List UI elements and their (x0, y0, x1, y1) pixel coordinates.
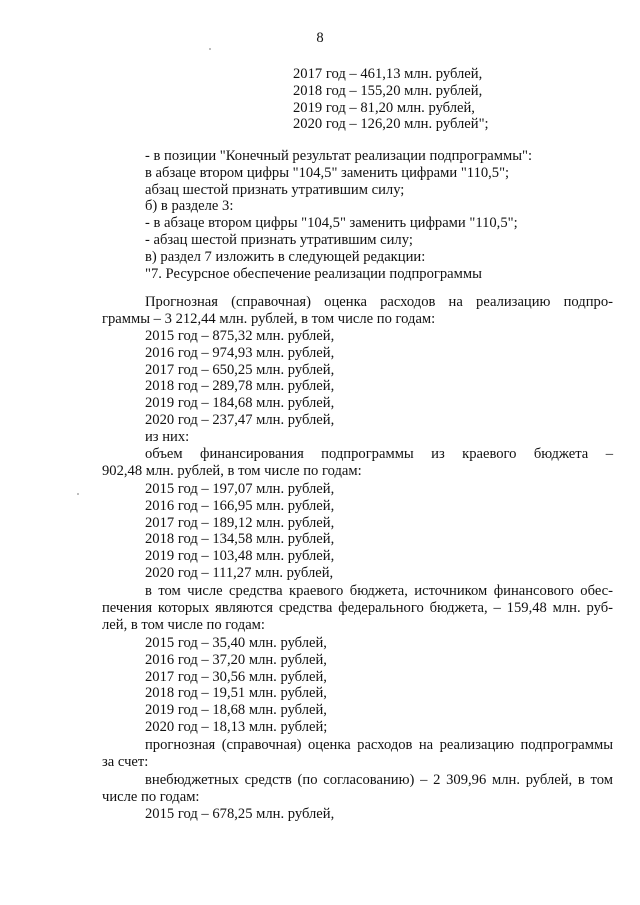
paragraph-regional-rest (102, 463, 613, 480)
paragraph-forecast-first (145, 294, 613, 311)
paragraph-forecast2-first (145, 737, 613, 754)
year-line: 2019 год – 103,48 млн. рублей, (145, 548, 335, 565)
paragraph-extra-first (145, 772, 613, 789)
of-them-label: из них: (145, 428, 190, 445)
year-line: 2020 год – 111,27 млн. рублей, (145, 564, 334, 581)
amendment-line: абзац шестой признать утратившим силу; (145, 181, 405, 198)
year-line: 2017 год – 30,56 млн. рублей, (145, 668, 327, 685)
paragraph-line: 902,48 млн. рублей, в том числе по годам: (102, 463, 362, 479)
year-line: 2015 год – 875,32 млн. рублей, (145, 328, 335, 344)
years-federal-list (145, 635, 445, 736)
year-line: 2018 год – 134,58 млн. рублей, (145, 531, 335, 548)
year-line: 2018 год – 19,51 млн. рублей, (145, 685, 327, 702)
paragraph-line: печения которых являются средства федерального бюджета, – 159,48 млн. руб- (102, 600, 613, 616)
paragraph-line: числе по годам: (102, 789, 200, 805)
year-line: 2019 год – 184,68 млн. рублей, (145, 395, 335, 412)
year-line: 2018 год – 289,78 млн. рублей, (145, 378, 335, 395)
paragraph-line: внебюджетных средств (по согласованию) – 2 309,96 млн. рублей, в том (145, 772, 613, 788)
paragraph-line: лей, в том числе по годам: (102, 616, 265, 633)
paragraph-line: прогнозная (справочная) оценка расходов на реализацию подпрограммы (145, 737, 613, 753)
paragraph-line: за счет: (102, 754, 149, 770)
paragraph-line: Прогнозная (справочная) оценка расходов на реализацию подпро- (145, 294, 613, 310)
paragraph-federal-rest (102, 600, 613, 634)
paragraph-line: граммы – 3 212,44 млн. рублей, в том числе по годам: (102, 311, 436, 327)
year-line: 2020 год – 237,47 млн. рублей, (145, 411, 335, 428)
amendment-line: б) в разделе 3: (145, 198, 234, 215)
year-line: 2017 год – 461,13 млн. рублей, (293, 66, 483, 82)
paragraph-extra-rest (102, 789, 613, 806)
amendment-line: - абзац шестой признать утратившим силу; (145, 231, 413, 248)
scan-speck (77, 493, 79, 495)
year-line: 2016 год – 166,95 млн. рублей, (145, 497, 335, 514)
years-total-list (145, 328, 445, 446)
year-line: 2016 год – 974,93 млн. рублей, (145, 344, 335, 361)
paragraph-forecast2-rest (102, 754, 613, 771)
years-regional-list (145, 481, 445, 582)
year-line: 2017 год – 650,25 млн. рублей, (145, 361, 335, 378)
year-line: 2016 год – 37,20 млн. рублей, (145, 651, 327, 668)
section-heading: "7. Ресурсное обеспечение реализации подпрограммы (145, 265, 482, 282)
year-line: 2020 год – 126,20 млн. рублей"; (293, 116, 489, 133)
amendment-line: - в абзаце втором цифры "104,5" заменить цифрами "110,5"; (145, 215, 518, 232)
year-line: 2020 год – 18,13 млн. рублей; (145, 718, 328, 735)
page-number: 8 (316, 30, 324, 46)
paragraph-forecast-rest (102, 311, 613, 328)
amendment-line: в) раздел 7 изложить в следующей редакции: (145, 248, 426, 265)
year-line: 2015 год – 197,07 млн. рублей, (145, 481, 335, 497)
year-line: 2018 год – 155,20 млн. рублей, (293, 82, 483, 99)
years-extra-list (145, 806, 445, 823)
amendment-line: - в позиции "Конечный результат реализации подпрограммы": (145, 148, 533, 164)
year-line: 2015 год – 35,40 млн. рублей, (145, 635, 327, 651)
paragraph-line: в том числе средства краевого бюджета, источником финансового обес- (145, 583, 613, 599)
year-line: 2015 год – 678,25 млн. рублей, (145, 806, 335, 822)
top-years-list (293, 66, 553, 133)
amendments-list (145, 148, 585, 282)
paragraph-federal-first (145, 583, 613, 600)
scan-speck (209, 48, 211, 50)
paragraph-line: объем финансирования подпрограммы из краевого бюджета – (145, 446, 613, 462)
year-line: 2019 год – 81,20 млн. рублей, (293, 99, 475, 116)
paragraph-regional-first (145, 446, 613, 463)
amendment-line: в абзаце втором цифры "104,5" заменить цифрами "110,5"; (145, 164, 510, 181)
year-line: 2017 год – 189,12 млн. рублей, (145, 514, 335, 531)
year-line: 2019 год – 18,68 млн. рублей, (145, 702, 327, 719)
